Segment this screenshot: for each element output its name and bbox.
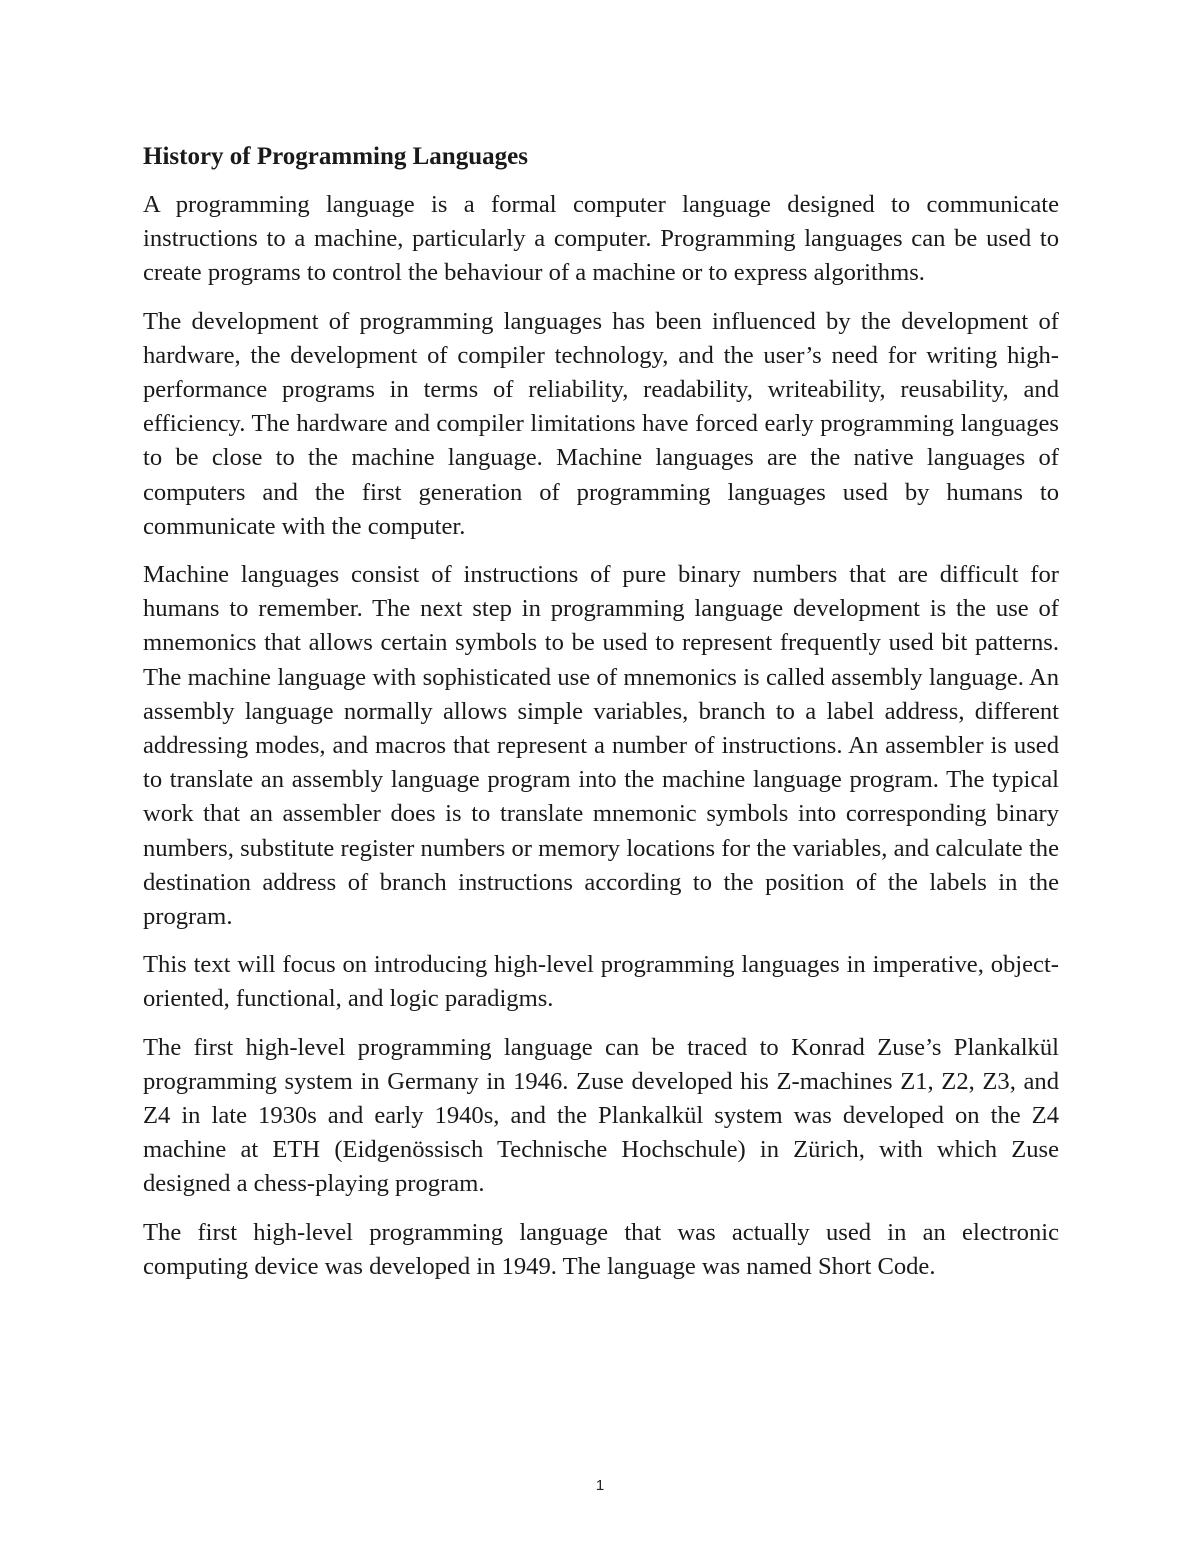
document-body	[143, 140, 1059, 1298]
paragraph-focus: This text will focus on introducing high-level programming languages in imperative, object-oriented, functional, and logic paradigms.	[143, 951, 1059, 1013]
paragraph-short-code: The first high-level programming language that was actually used in an electronic computing device was developed in 1949. The language was named Short Code.	[143, 1218, 1059, 1280]
paragraph-definition: A programming language is a formal computer language designed to communicate instructions to a machine, particularly a computer. Programming languages can be used to create programs to control the behaviour of a machine or to express algorithms.	[143, 191, 1059, 287]
paragraph-machine-languages: Machine languages consist of instructions of pure binary numbers that are difficult for humans to remember. The next step in programming language development is the use of mnemonics that allows certain symbols to be used to represent frequently used bit patterns. The machine language with sophisticated use of mnemonics is called assembly language. An assembly language normally allows simple variables, branch to a label address, different addressing modes, and macros that represent a number of instructions. An assembler is used to translate an assembly language program into the machine language program. The typical work that an assembler does is to translate mnemonic symbols into corresponding binary numbers, substitute register numbers or memory locations for the variables, and calculate the destination address of branch instructions according to the position of the labels in the program.	[143, 561, 1059, 931]
paragraph-development: The development of programming languages has been influenced by the development of hardware, the development of compiler technology, and the user’s need for writing high-performance programs in terms of reliability, readability, writeability, reusability, and efficiency. The hardware and compiler limitations have forced early programming languages to be close to the machine language. Machine languages are the native languages of computers and the first generation of programming languages used by humans to communicate with the computer.	[143, 307, 1059, 540]
page-number: 1	[595, 1477, 605, 1494]
paragraph-plankalkul: The first high-level programming language can be traced to Konrad Zuse’s Plankalkül programming system in Germany in 1946. Zuse developed his Z-machines Z1, Z2, Z3, and Z4 in late 1930s and early 1940s, and the Plankalkül system was developed on the Z4 machine at ETH (Eidgenössisch Technische Hochschule) in Zürich, with which Zuse designed a chess-playing program.	[143, 1033, 1059, 1198]
page-title: History of Programming Languages	[143, 143, 528, 170]
